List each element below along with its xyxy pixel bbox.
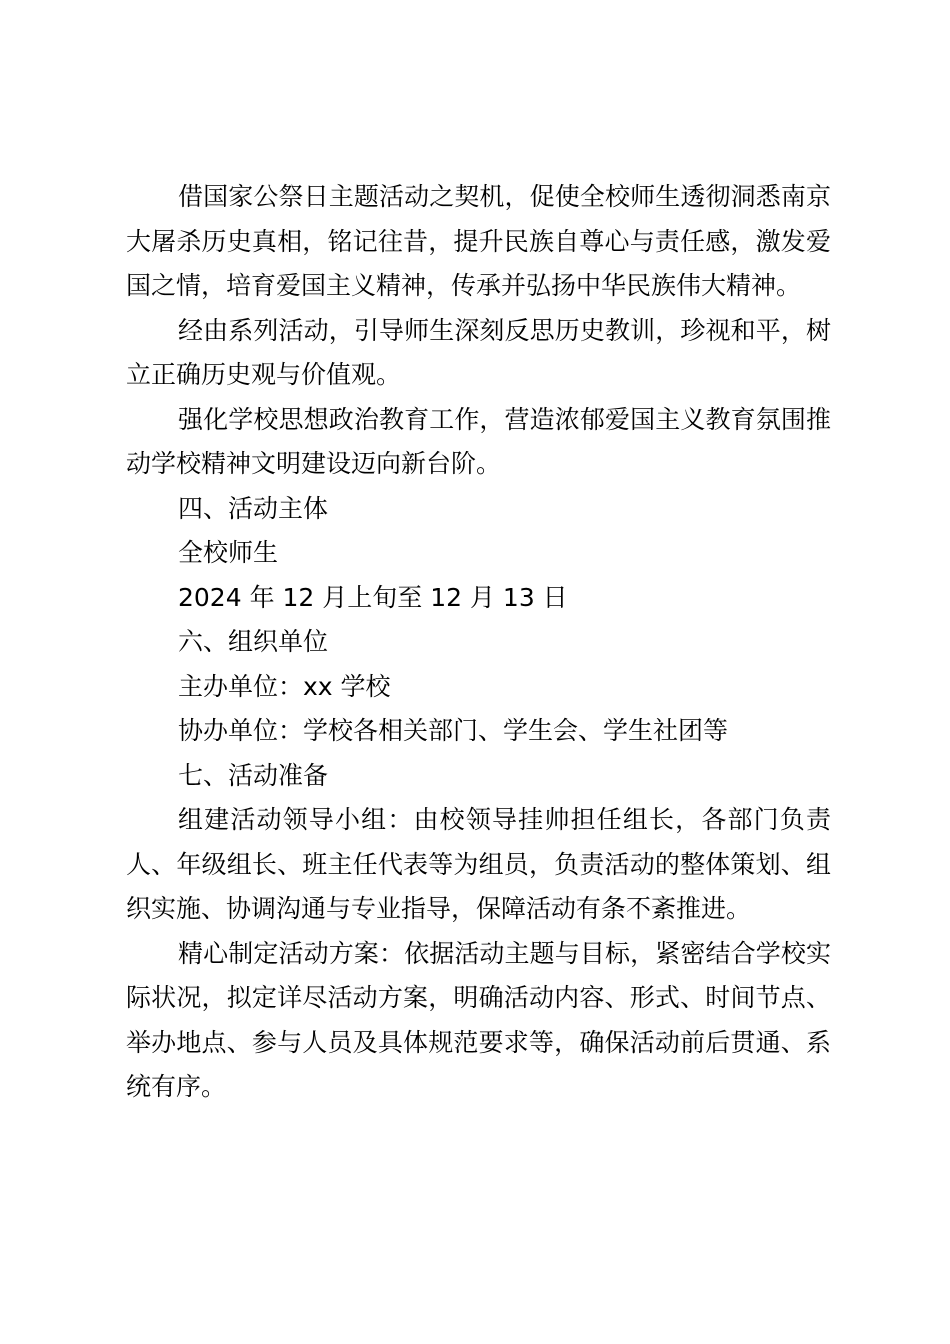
- paragraph-activity-plan: 精心制定活动方案：依据活动主题与目标，紧密结合学校实际状况，拟定详尽活动方案，明确活动内容、形式、时间节点、举办地点、参与人员及具体规范要求等，确保活动前后贯通、系统有序。: [126, 938, 831, 1101]
- document-body: [126, 175, 831, 1110]
- paragraph-leadership-group: 组建活动领导小组：由校领导挂帅担任组长，各部门负责人、年级组长、班主任代表等为组员，负责活动的整体策划、组织实施、协调沟通与专业指导，保障活动有条不紊推进。: [126, 805, 831, 923]
- section-heading-organizers: 六、组织单位: [178, 627, 329, 656]
- participants-text: 全校师生: [178, 538, 279, 567]
- co-host-unit-text: 协办单位：学校各相关部门、学生会、学生社团等: [178, 716, 729, 745]
- activity-date-text: 2024 年 12 月上旬至 12 月 13 日: [178, 582, 568, 612]
- host-unit-text: 主办单位：xx 学校: [178, 671, 391, 701]
- section-heading-preparation: 七、活动准备: [178, 760, 329, 790]
- paragraph-purpose-2: 经由系列活动，引导师生深刻反思历史教训，珍视和平，树立正确历史观与价值观。: [126, 315, 831, 389]
- paragraph-purpose-1: 借国家公祭日主题活动之契机，促使全校师生透彻洞悉南京大屠杀历史真相，铭记往昔，提升民族自尊心与责任感，激发爱国之情，培育爱国主义精神，传承并弘扬中华民族伟大精神。: [126, 182, 831, 300]
- section-heading-participants: 四、活动主体: [178, 493, 329, 523]
- paragraph-purpose-3: 强化学校思想政治教育工作，营造浓郁爱国主义教育氛围推动学校精神文明建设迈向新台阶。: [126, 404, 831, 478]
